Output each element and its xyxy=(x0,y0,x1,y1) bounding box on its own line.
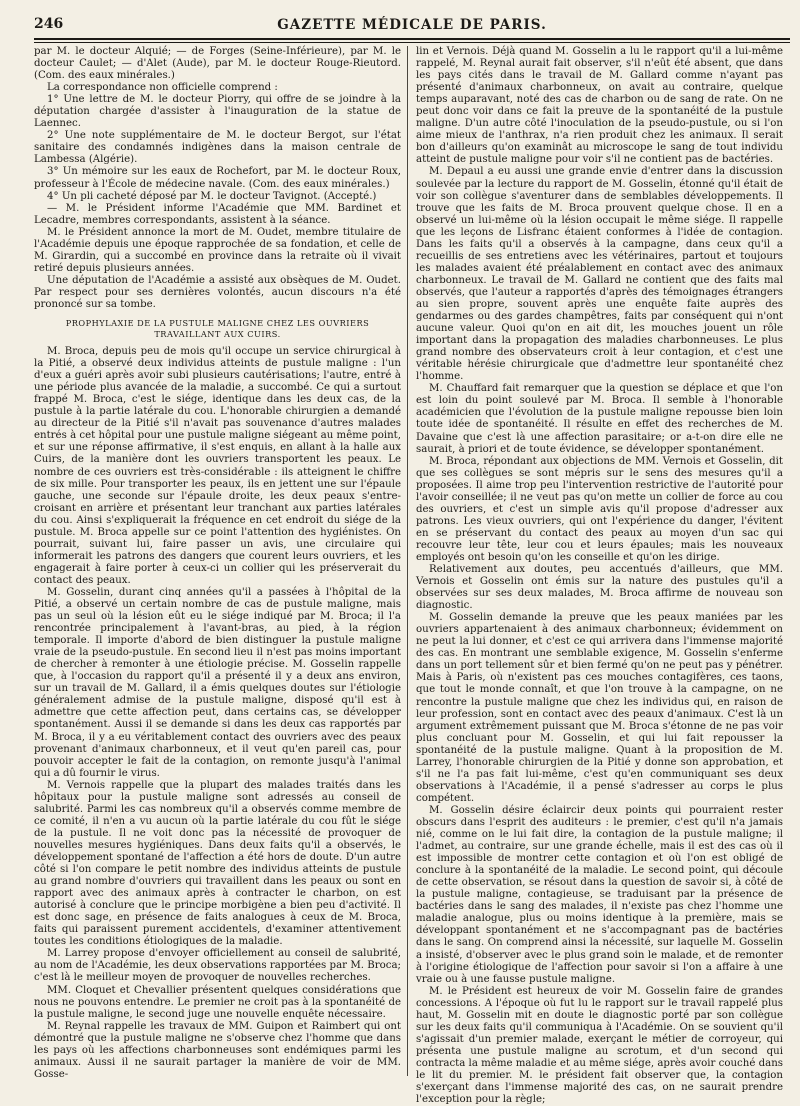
paragraph: M. le Président est heureux de voir M. Gosselin faire de grandes concessions. A l'époque où fut lu le rapport sur le travail rappelé plus haut, M. Gosselin mit en doute le diagnostic porté par son collègue sur les deux faits qu'il communiqua à l'Académie. On se souvient qu'il s'agissait d'un premier malade, exerçant le métier de corroyeur, qui présenta une pustule maligne au scrotum, et d'un second qui contracta la même maladie et au même siége, après avoir couché dans le lit du premier. M. le président fait observer que, la contagion s'exerçant dans l'immense majorité des cas, on ne saurait prendre l'exception pour la règle; xyxy=(416,985,783,1106)
paragraph: M. Vernois rappelle que la plupart des malades traités dans les hôpitaux pour la pustule maligne sont adressés au conseil de salubrité. Parmi les cas nombreux qu'il a observés comme membre de ce comité, il n'en a vu aucun où la partie latérale du cou fût le siége de la pustule. Il ne voit donc pas la nécessité de provoquer de nouvelles mesures hygiéniques. Dans deux faits qu'il a observés, le développement spontané de l'affection a été hors de doute. D'un autre côté si l'on compare le petit nombre des individus atteints de pustule au grand nombre d'ouvriers qui travaillent dans les peaux ou sont en rapport avec des animaux après à contracter le charbon, on est autorisé à conclure que le principe morbigène a bien peu d'activité. Il est donc sage, en présence de faits analogues à ceux de M. Broca, faits qui paraissent purement accidentels, d'examiner attentivement toutes les conditions étiologiques de la maladie. xyxy=(34,779,401,948)
paragraph: — M. le Président informe l'Académie que MM. Bardinet et Lecadre, membres correspondants, assistent à la séance. xyxy=(34,202,401,226)
paragraph: Une députation de l'Académie a assisté aux obsèques de M. Oudet. Par respect pour ses dernières volontés, aucun discours n'a été prononcé sur sa tombe. xyxy=(34,274,401,310)
paragraph: 2° Une note supplémentaire de M. le docteur Bergot, sur l'état sanitaire des condamnés indigènes dans la maison centrale de Lambessa (Algérie). xyxy=(34,130,401,166)
paragraph: M. Broca, depuis peu de mois qu'il occupe un service chirurgical à la Pitié, a observé deux individus atteints de pustule maligne : l'un d'eux a guéri après avoir subi plusieurs cautérisations; l'autre, entré à une période plus avancée de la maladie, a succombé. Ce qui a surtout frappé M. Broca, c'est le siége, identique dans les deux cas, de la pustule à la partie latérale du cou. L'honorable chirurgien a demandé au directeur de la Pitié s'il n'avait pas souvenance d'autres malades entrés à cet hôpital pour une pustule maligne siégeant au même point, et sur une réponse affirmative, il s'est enquis, en allant à la halle aux Cuirs, de la manière dont les ouvriers transportent les peaux. Le nombre de ces ouvriers est très-considérable : ils atteignent le chiffre de six mille. Pour transporter les peaux, ils en jettent une sur l'épaule gauche, une seconde sur l'épaule droite, les deux peaux s'entre-croisant en arrière et présentant leur tranchant aux parties latérales du cou. Ainsi s'expliquerait la fréquence en cet endroit du siége de la pustule. M. Broca appelle sur ce point l'attention des hygiénistes. On pourrait, suivant lui, faire passer un avis, une circulaire qui informerait les patrons des dangers que courent leurs ouvriers, et les engagerait à faire porter à ceux-ci un collier qui les préserverait du contact des peaux. xyxy=(34,346,401,586)
right-column xyxy=(416,46,783,1106)
paragraph: M. Gosselin, durant cinq années qu'il a passées à l'hôpital de la Pitié, a observé un certain nombre de cas de pustule maligne, mais pas un seul où la lésion eût eu le siége indiqué par M. Broca; il l'a rencontrée principalement à l'avant-bras, au pied, à la région temporale. Il importe d'abord de bien distinguer la pustule maligne vraie de la pseudo-pustule. En second lieu il n'est pas moins important de chercher à remonter à une étiologie précise. M. Gosselin rappelle que, à l'occasion du rapport qu'il a présenté il y a deux ans environ, sur un travail de M. Gallard, il a émis quelques doutes sur l'étiologie généralement admise de la pustule maligne, disposé qu'il est à admettre que cette affection peut, dans certains cas, se développer spontanément. Aussi il se demande si dans les deux cas rapportés par M. Broca, il y a eu véritablement contact des ouvriers avec des peaux provenant d'animaux charbonneux, et il veut qu'en pareil cas, pour pouvoir accepter le fait de la contagion, on remonte jusqu'à l'animal qui a dû fournir le virus. xyxy=(34,586,401,779)
column-divider xyxy=(407,46,408,1076)
paragraph: 1° Une lettre de M. le docteur Piorry, qui offre de se joindre à la députation chargée d'assister à l'inauguration de la statue de Laennec. xyxy=(34,94,401,130)
paragraph: M. Gosselin demande la preuve que les peaux maniées par les ouvriers appartenaient à des animaux charbonneux; évidemment on ne peut la lui donner, et c'est ce qui arrivera dans l'immense majorité des cas. En montrant une semblable exigence, M. Gosselin s'enferme dans un port tellement sûr et bien fermé qu'on ne peut pas y pénétrer. Mais à Paris, où n'existent pas ces mouches contagifères, ces taons, que tout le monde connaît, et que l'on trouve à la campagne, on ne rencontre la pustule maligne que chez les individus qui, en raison de leur profession, sont en contact avec des peaux d'animaux. C'est là un argument extrêmement puissant que M. Broca s'étonne de ne pas voir plus concluant pour M. Gosselin, et qui lui fait repousser la spontanéité de la pustule maligne. Quant à la proposition de M. Larrey, l'honorable chirurgien de la Pitié y donne son approbation, et s'il ne l'a pas fait lui-même, c'est qu'en communiquant ses deux observations à l'Académie, il a pensé s'adresser au corps le plus compétent. xyxy=(416,612,783,804)
paragraph: Relativement aux doutes, peu accentués d'ailleurs, que MM. Vernois et Gosselin ont émis sur la nature des pustules qu'il a observées sur ses deux malades, M. Broca affirme de nouveau son diagnostic. xyxy=(416,564,783,612)
paragraph: MM. Cloquet et Chevallier présentent quelques considérations que nous ne pouvons entendre. Le premier ne croit pas à la spontanéité de la pustule maligne, le second juge une nouvelle enquête nécessaire. xyxy=(34,984,401,1020)
paragraph: M. Broca, répondant aux objections de MM. Vernois et Gosselin, dit que ses collègues se sont mépris sur le sens des mesures qu'il a proposées. Il aime trop peu l'intervention restrictive de l'autorité pour l'avoir conseillée; il ne veut pas qu'on mette un collier de force au cou des ouvriers, et c'est un simple avis qu'il propose d'adresser aux patrons. Les vieux ouvriers, qui ont l'expérience du danger, l'évitent en se préservant du contact des peaux au moyen d'un sac qui recouvre leur tête, leur cou et leurs épaules; mais les nouveaux employés ont besoin qu'on les conseille et qu'on les dirige. xyxy=(416,455,783,563)
paragraph: La correspondance non officielle comprend : xyxy=(47,82,278,94)
paragraph: M. Larrey propose d'envoyer officiellement au conseil de salubrité, au nom de l'Académie, les deux observations rapportées par M. Broca; c'est là le meilleur moyen de provoquer de nouvelles recherches. xyxy=(34,948,401,984)
paragraph: M. le Président annonce la mort de M. Oudet, membre titulaire de l'Académie depuis une époque rapprochée de sa fondation, et celle de M. Girardin, qui a succombé en province dans la retraite où il vivait retiré depuis plusieurs années. xyxy=(34,226,401,274)
page-number: 246 xyxy=(34,16,64,32)
paragraph: M. Chauffard fait remarquer que la question se déplace et que l'on est loin du point soulevé par M. Broca. Il semble à l'honorable académicien que l'évolution de la pustule maligne repousse bien loin toute idée de spontanéité. Il résulte en effet des recherches de M. Davaine que c'est là une affection parasitaire; or a-t-on dire elle ne saurait, à priori et de toute évidence, se développer spontanément. xyxy=(416,383,783,455)
paragraph: M. Gosselin désire éclaircir deux points qui pourraient rester obscurs dans l'esprit des auditeurs : le premier, c'est qu'il n'a jamais nié, comme on le lui fait dire, la contagion de la pustule maligne; il l'admet, au contraire, sur une grande échelle, mais il est des cas où il est impossible de montrer cette contagion et où l'on est obligé de conclure à la spontanéité de la maladie. Le second point, qui découle de cette observation, se résout dans la question de savoir si, à côté de la pustule maligne, contagieuse, se traduisant par la présence de bactéries dans le sang des malades, il n'existe pas chez l'homme une maladie analogue, plus ou moins identique à la première, mais se développant spontanément et ne s'accompagnant pas de bactéries dans le sang. On comprend ainsi la nécessité, sur laquelle M. Gosselin a insisté, d'observer avec le plus grand soin le malade, et de remonter à l'origine étiologique de l'affection pour savoir si l'on a affaire à une vraie ou à une fausse pustule maligne. xyxy=(416,804,783,985)
paragraph: 3° Un mémoire sur les eaux de Rochefort, par M. le docteur Roux, professeur à l'École de médecine navale. (Com. des eaux minérales.) xyxy=(34,166,401,190)
paragraph: 4° Un pli cacheté déposé par M. le docteur Tavignot. (Accepté.) xyxy=(47,190,377,202)
left-column xyxy=(34,46,401,1080)
paragraph: lin et Vernois. Déjà quand M. Gosselin a lu le rapport qu'il a lui-même rappelé, M. Reynal aurait fait observer, s'il n'eût été absent, que dans les pays cités dans le travail de M. Gallard comme n'ayant pas présenté d'animaux charbonneux, on avait au contraire, quelque temps auparavant, noté des cas de charbon ou de sang de rate. On ne peut donc voir dans ce fait la preuve de la spontanéité de la pustule maligne. D'un autre côté l'inoculation de la pseudo-pustule, ou si l'on aime mieux de l'anthrax, n'a rien produit chez les animaux. Il serait bon d'ailleurs qu'on examinât au microscope le sang de tout individu atteint de pustule maligne pour voir s'il ne contient pas de bactéries. xyxy=(416,46,783,166)
paragraph: M. Reynal rappelle les travaux de MM. Guipon et Raimbert qui ont démontré que la pustule maligne ne s'observe chez l'homme que dans les pays où les affections charbonneuses sont endémiques parmi les animaux. Aussi il ne saurait partager la manière de voir de MM. Gosse- xyxy=(34,1020,401,1080)
paragraph: par M. le docteur Alquié; — de Forges (Seine-Inférieure), par M. le docteur Caulet; — d'Alet (Aude), par M. le docteur Rouge-Rieutord. (Com. des eaux minérales.) xyxy=(34,46,401,82)
page-header xyxy=(34,14,790,36)
paragraph: M. Depaul a eu aussi une grande envie d'entrer dans la discussion soulevée par la lecture du rapport de M. Gosselin, étonné qu'il était de voir son collègue s'aventurer dans de semblables développements. Il trouve que les faits de M. Broca prouvent quelque chose. Il en a observé un lui-même où la lésion occupait le même siége. Il rappelle que les leçons de Lisfranc étaient conformes à l'idée de contagion. Dans les faits qu'il a observés à la campagne, dans ceux qu'il a recueillis de ses entretiens avec les vétérinaires, partout et toujours les malades avaient été préalablement en contact avec des animaux charbonneux. Le travail de M. Gallard ne contient que des faits mal observés, que l'auteur a rapportés d'après des témoignages étrangers au sien propre, souvent après une enquête faite auprès des gendarmes ou des gardes champêtres, faits par conséquent qui n'ont aucune valeur. Quoi qu'on en ait dit, les mouches jouent un rôle important dans la propagation des maladies charbonneuses. Le plus grand nombre des observateurs croit à leur contagion, et c'est une véritable hérésie chirurgicale que d'admettre leur spontanéité chez l'homme. xyxy=(416,166,783,383)
running-title: GAZETTE MÉDICALE DE PARIS. xyxy=(277,17,547,33)
header-rule xyxy=(34,38,790,43)
section-title: PROPHYLAXIE DE LA PUSTULE MALIGNE CHEZ LES OUVRIERS TRAVAILLANT AUX CUIRS. xyxy=(65,318,370,340)
